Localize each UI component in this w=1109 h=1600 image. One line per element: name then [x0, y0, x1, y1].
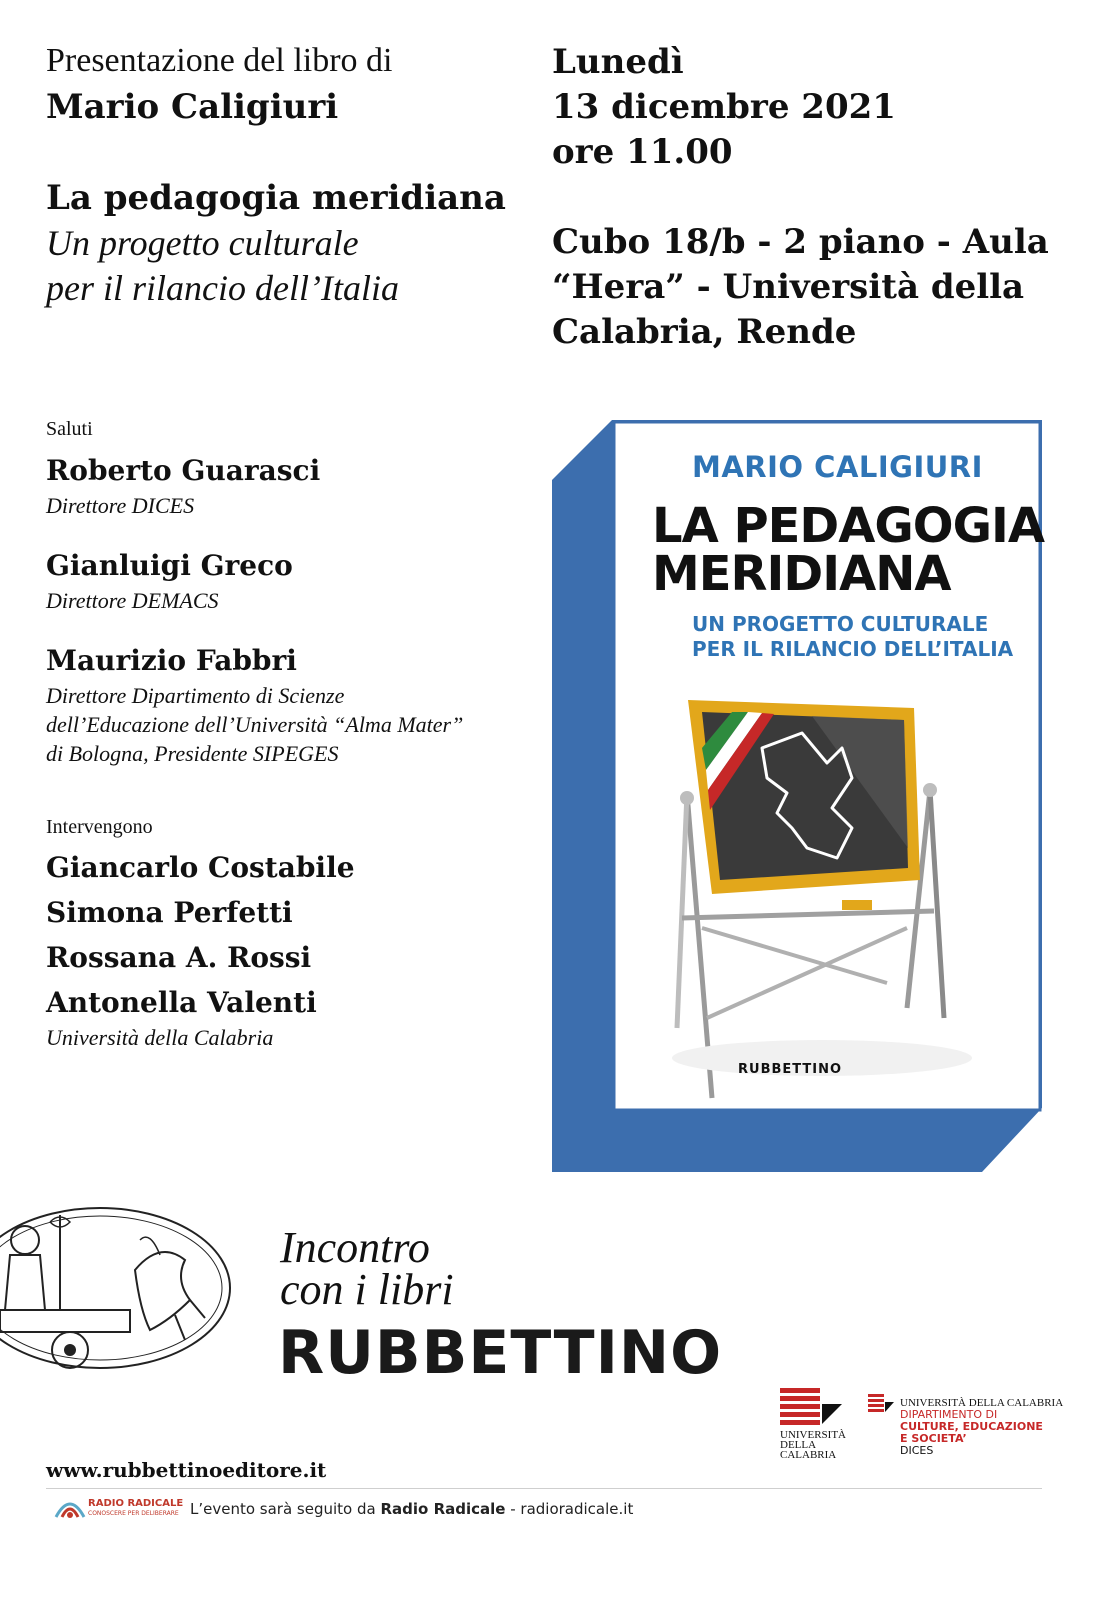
book-title: La pedagogia meridiana — [46, 178, 506, 218]
speaker-affiliation: Università della Calabria — [46, 1025, 274, 1050]
rubbettino-brand-logo: RUBBETTINO — [278, 1318, 723, 1388]
event-location-line1: Cubo 18/b - 2 piano - Aula — [552, 222, 1049, 262]
radio-radicale-logo-icon — [54, 1497, 86, 1519]
dept-logo-line: DIPARTIMENTO DI — [900, 1408, 998, 1421]
radio-radicale-logo-sub: CONOSCERE PER DELIBERARE — [88, 1510, 179, 1517]
speaker-role: Direttore Dipartimento di Scienze — [46, 683, 345, 708]
cover-title-line1: LA PEDAGOGIA — [652, 498, 1045, 554]
speaker-name: Gianluigi Greco — [46, 549, 293, 582]
speaker-role: di Bologna, Presidente SIPEGES — [46, 741, 339, 766]
unical-logo-line: CALABRIA — [780, 1449, 837, 1461]
unical-logo-line: DELLA — [780, 1439, 817, 1451]
notice-radio-name: Radio Radicale — [380, 1500, 506, 1518]
unical-logo-text — [780, 1430, 846, 1460]
author-name: Mario Caligiuri — [46, 87, 339, 127]
broadcast-notice — [190, 1500, 633, 1518]
unical-logo-icon — [780, 1388, 842, 1428]
cover-publisher: RUBBETTINO — [738, 1062, 843, 1077]
website-link[interactable]: www.rubbettinoeditore.it — [46, 1458, 327, 1482]
radio-radicale-logo-text: RADIO RADICALE — [88, 1498, 184, 1509]
intervengono-label: Intervengono — [46, 816, 153, 838]
book-subtitle-line1: Un progetto culturale — [46, 223, 359, 263]
event-date: 13 dicembre 2021 — [552, 87, 896, 127]
tagline-line1: Incontro — [280, 1223, 430, 1272]
speaker-name: Maurizio Fabbri — [46, 644, 297, 677]
speaker-role: Direttore DICES — [46, 493, 195, 518]
notice-suffix[interactable]: - radioradicale.it — [505, 1500, 634, 1518]
footer-divider — [46, 1488, 1042, 1489]
unical-logo-line: UNIVERSITÀ — [780, 1429, 846, 1441]
presentation-intro: Presentazione del libro di — [46, 42, 393, 79]
speaker-name: Roberto Guarasci — [46, 454, 321, 487]
speaker-name: Giancarlo Costabile — [46, 851, 355, 884]
speaker-name: Antonella Valenti — [46, 986, 317, 1019]
speaker-name: Simona Perfetti — [46, 896, 293, 929]
speaker-role: dell’Educazione dell’Università “Alma Mater” — [46, 712, 464, 737]
cover-title-line2: MERIDIANA — [652, 546, 951, 602]
cover-subtitle-line2: PER IL RILANCIO DELL’ITALIA — [692, 637, 1014, 661]
event-location-line2: “Hera” - Università della — [552, 267, 1025, 307]
event-location-line3: Calabria, Rende — [552, 312, 857, 352]
speaker-role: Direttore DEMACS — [46, 588, 219, 613]
cover-author: MARIO CALIGIURI — [692, 450, 983, 484]
speaker-name: Rossana A. Rossi — [46, 941, 312, 974]
saluti-label: Saluti — [46, 418, 93, 440]
book-cover — [552, 418, 1044, 1174]
dept-logo-line: E SOCIETA’ — [900, 1432, 967, 1445]
dept-logo-line: CULTURE, EDUCAZIONE — [900, 1420, 1043, 1433]
dept-logo-line: UNIVERSITÀ DELLA CALABRIA — [900, 1397, 1064, 1409]
book-subtitle-line2: per il rilancio dell’Italia — [46, 268, 399, 308]
tagline-line2: con i libri — [280, 1265, 454, 1314]
cover-subtitle-line1: UN PROGETTO CULTURALE — [692, 612, 989, 636]
event-time: ore 11.00 — [552, 132, 733, 172]
dept-logo-line: DICES — [900, 1444, 934, 1457]
dices-logo-icon — [868, 1394, 894, 1414]
notice-prefix: L’evento sarà seguito da — [190, 1500, 381, 1518]
event-day: Lunedì — [552, 42, 684, 82]
rubbettino-seal-icon — [0, 1200, 240, 1380]
